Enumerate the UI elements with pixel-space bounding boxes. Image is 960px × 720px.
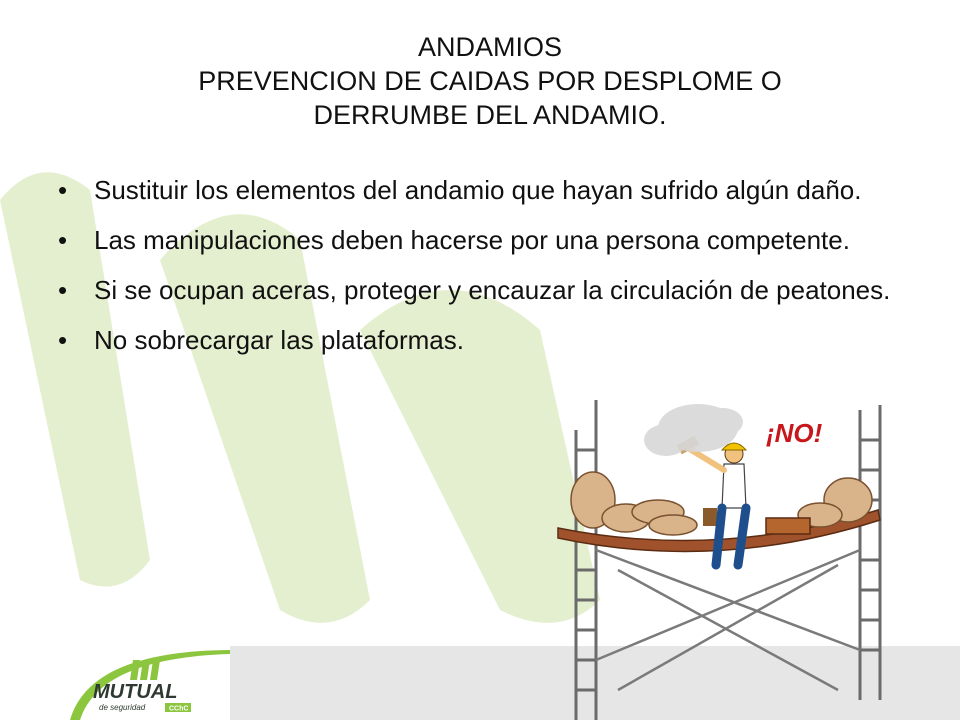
bullet-item bbox=[58, 222, 894, 258]
bullet-item bbox=[58, 272, 914, 308]
brick-box bbox=[766, 518, 810, 534]
bullet-text: Si se ocupan aceras, proteger y encauzar la circulación de peatones. bbox=[94, 275, 891, 305]
logo-brand-text: MUTUAL bbox=[93, 681, 178, 703]
bucket bbox=[703, 508, 717, 526]
logo-mark-icon bbox=[130, 660, 160, 680]
title-line-1: ANDAMIOS bbox=[417, 32, 563, 62]
right-ladder bbox=[860, 405, 880, 700]
bullet-text: Las manipulaciones deben hacerse por una persona competente. bbox=[94, 225, 850, 255]
title-line-3: DERRUMBE DEL ANDAMIO. bbox=[313, 100, 667, 130]
bullet-item bbox=[58, 322, 614, 358]
mutual-logo bbox=[85, 656, 230, 716]
bullet-list bbox=[58, 172, 891, 372]
bullet-text: Sustituir los elementos del andamio que hayan sufrido algún daño. bbox=[94, 175, 862, 205]
slide-title bbox=[100, 30, 880, 132]
cross-bracing bbox=[596, 550, 860, 690]
logo-badge-text: CChC bbox=[169, 705, 189, 713]
no-warning-text: ¡NO! bbox=[766, 418, 823, 448]
scaffold-illustration bbox=[548, 400, 960, 720]
logo-tagline-text: de seguridad bbox=[99, 703, 146, 712]
bullet-item bbox=[58, 172, 884, 208]
bullet-dot: • bbox=[58, 275, 68, 305]
bullet-text: No sobrecargar las plataformas. bbox=[94, 325, 464, 355]
bullet-dot: • bbox=[58, 325, 68, 355]
left-ladder bbox=[576, 400, 596, 720]
bullet-dot: • bbox=[58, 225, 68, 255]
title-line-2: PREVENCION DE CAIDAS POR DESPLOME O bbox=[198, 66, 782, 96]
bullet-dot: • bbox=[58, 175, 68, 205]
